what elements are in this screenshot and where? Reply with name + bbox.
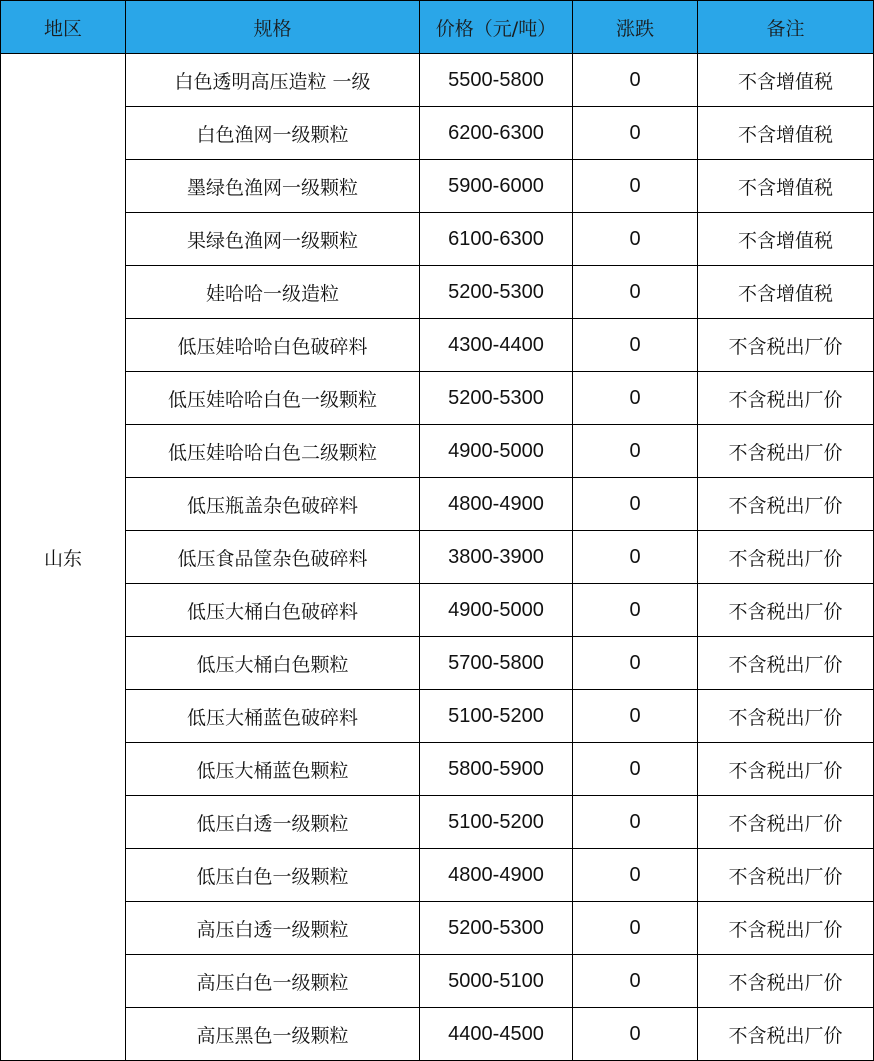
spec-cell: 白色透明高压造粒 一级 — [126, 54, 420, 107]
spec-cell: 高压黑色一级颗粒 — [126, 1008, 420, 1061]
spec-cell: 娃哈哈一级造粒 — [126, 266, 420, 319]
note-cell: 不含税出厂价 — [698, 531, 874, 584]
table-row — [1, 743, 874, 796]
price-cell: 4900-5000 — [420, 584, 573, 637]
note-cell: 不含税出厂价 — [698, 425, 874, 478]
spec-cell: 果绿色渔网一级颗粒 — [126, 213, 420, 266]
note-cell: 不含税出厂价 — [698, 955, 874, 1008]
change-cell: 0 — [573, 160, 698, 213]
spec-cell: 白色渔网一级颗粒 — [126, 107, 420, 160]
change-cell: 0 — [573, 531, 698, 584]
table-row — [1, 902, 874, 955]
price-cell: 4400-4500 — [420, 1008, 573, 1061]
price-cell: 4800-4900 — [420, 849, 573, 902]
spec-cell: 低压瓶盖杂色破碎料 — [126, 478, 420, 531]
region-cell: 山东 — [1, 54, 126, 1061]
price-cell: 5200-5300 — [420, 372, 573, 425]
price-cell: 5200-5300 — [420, 266, 573, 319]
table-body — [1, 54, 874, 1061]
note-cell: 不含税出厂价 — [698, 902, 874, 955]
table-row — [1, 478, 874, 531]
price-cell: 5900-6000 — [420, 160, 573, 213]
price-cell: 5500-5800 — [420, 54, 573, 107]
table-row — [1, 796, 874, 849]
note-cell: 不含税出厂价 — [698, 796, 874, 849]
price-cell: 5100-5200 — [420, 690, 573, 743]
spec-cell: 低压大桶白色破碎料 — [126, 584, 420, 637]
note-cell: 不含税出厂价 — [698, 849, 874, 902]
table-header — [1, 1, 874, 54]
note-cell: 不含增值税 — [698, 54, 874, 107]
table-row — [1, 637, 874, 690]
spec-cell: 低压大桶白色颗粒 — [126, 637, 420, 690]
table-row — [1, 372, 874, 425]
header-row — [1, 1, 874, 54]
spec-cell: 低压娃哈哈白色一级颗粒 — [126, 372, 420, 425]
change-cell: 0 — [573, 266, 698, 319]
change-cell: 0 — [573, 902, 698, 955]
table-row — [1, 849, 874, 902]
note-cell: 不含税出厂价 — [698, 478, 874, 531]
change-cell: 0 — [573, 637, 698, 690]
table-row — [1, 1008, 874, 1061]
spec-cell: 墨绿色渔网一级颗粒 — [126, 160, 420, 213]
spec-cell: 高压白色一级颗粒 — [126, 955, 420, 1008]
change-cell: 0 — [573, 584, 698, 637]
note-cell: 不含增值税 — [698, 160, 874, 213]
header-change: 涨跌 — [573, 1, 698, 54]
table-row — [1, 690, 874, 743]
note-cell: 不含税出厂价 — [698, 690, 874, 743]
spec-cell: 低压食品筐杂色破碎料 — [126, 531, 420, 584]
change-cell: 0 — [573, 425, 698, 478]
price-cell: 5100-5200 — [420, 796, 573, 849]
spec-cell: 低压大桶蓝色颗粒 — [126, 743, 420, 796]
note-cell: 不含税出厂价 — [698, 743, 874, 796]
header-note: 备注 — [698, 1, 874, 54]
table-row — [1, 107, 874, 160]
spec-cell: 低压白色一级颗粒 — [126, 849, 420, 902]
note-cell: 不含税出厂价 — [698, 372, 874, 425]
change-cell: 0 — [573, 849, 698, 902]
change-cell: 0 — [573, 690, 698, 743]
change-cell: 0 — [573, 796, 698, 849]
change-cell: 0 — [573, 955, 698, 1008]
price-cell: 4800-4900 — [420, 478, 573, 531]
note-cell: 不含税出厂价 — [698, 584, 874, 637]
table-row — [1, 531, 874, 584]
price-cell: 4900-5000 — [420, 425, 573, 478]
note-cell: 不含税出厂价 — [698, 319, 874, 372]
spec-cell: 低压娃哈哈白色二级颗粒 — [126, 425, 420, 478]
price-cell: 6100-6300 — [420, 213, 573, 266]
header-region: 地区 — [1, 1, 126, 54]
price-cell: 5000-5100 — [420, 955, 573, 1008]
table-row — [1, 266, 874, 319]
header-spec: 规格 — [126, 1, 420, 54]
price-cell: 5800-5900 — [420, 743, 573, 796]
change-cell: 0 — [573, 107, 698, 160]
table-row — [1, 319, 874, 372]
spec-cell: 低压白透一级颗粒 — [126, 796, 420, 849]
change-cell: 0 — [573, 743, 698, 796]
table-row — [1, 160, 874, 213]
table-row — [1, 213, 874, 266]
price-cell: 5700-5800 — [420, 637, 573, 690]
price-cell: 4300-4400 — [420, 319, 573, 372]
spec-cell: 低压大桶蓝色破碎料 — [126, 690, 420, 743]
header-price: 价格（元/吨） — [420, 1, 573, 54]
price-cell: 6200-6300 — [420, 107, 573, 160]
change-cell: 0 — [573, 54, 698, 107]
change-cell: 0 — [573, 372, 698, 425]
price-cell: 5200-5300 — [420, 902, 573, 955]
note-cell: 不含增值税 — [698, 107, 874, 160]
table-row — [1, 584, 874, 637]
table-row — [1, 425, 874, 478]
change-cell: 0 — [573, 478, 698, 531]
spec-cell: 高压白透一级颗粒 — [126, 902, 420, 955]
note-cell: 不含增值税 — [698, 213, 874, 266]
note-cell: 不含税出厂价 — [698, 637, 874, 690]
table-row — [1, 54, 874, 107]
price-cell: 3800-3900 — [420, 531, 573, 584]
change-cell: 0 — [573, 1008, 698, 1061]
note-cell: 不含增值税 — [698, 266, 874, 319]
change-cell: 0 — [573, 213, 698, 266]
change-cell: 0 — [573, 319, 698, 372]
spec-cell: 低压娃哈哈白色破碎料 — [126, 319, 420, 372]
table-row — [1, 955, 874, 1008]
note-cell: 不含税出厂价 — [698, 1008, 874, 1061]
